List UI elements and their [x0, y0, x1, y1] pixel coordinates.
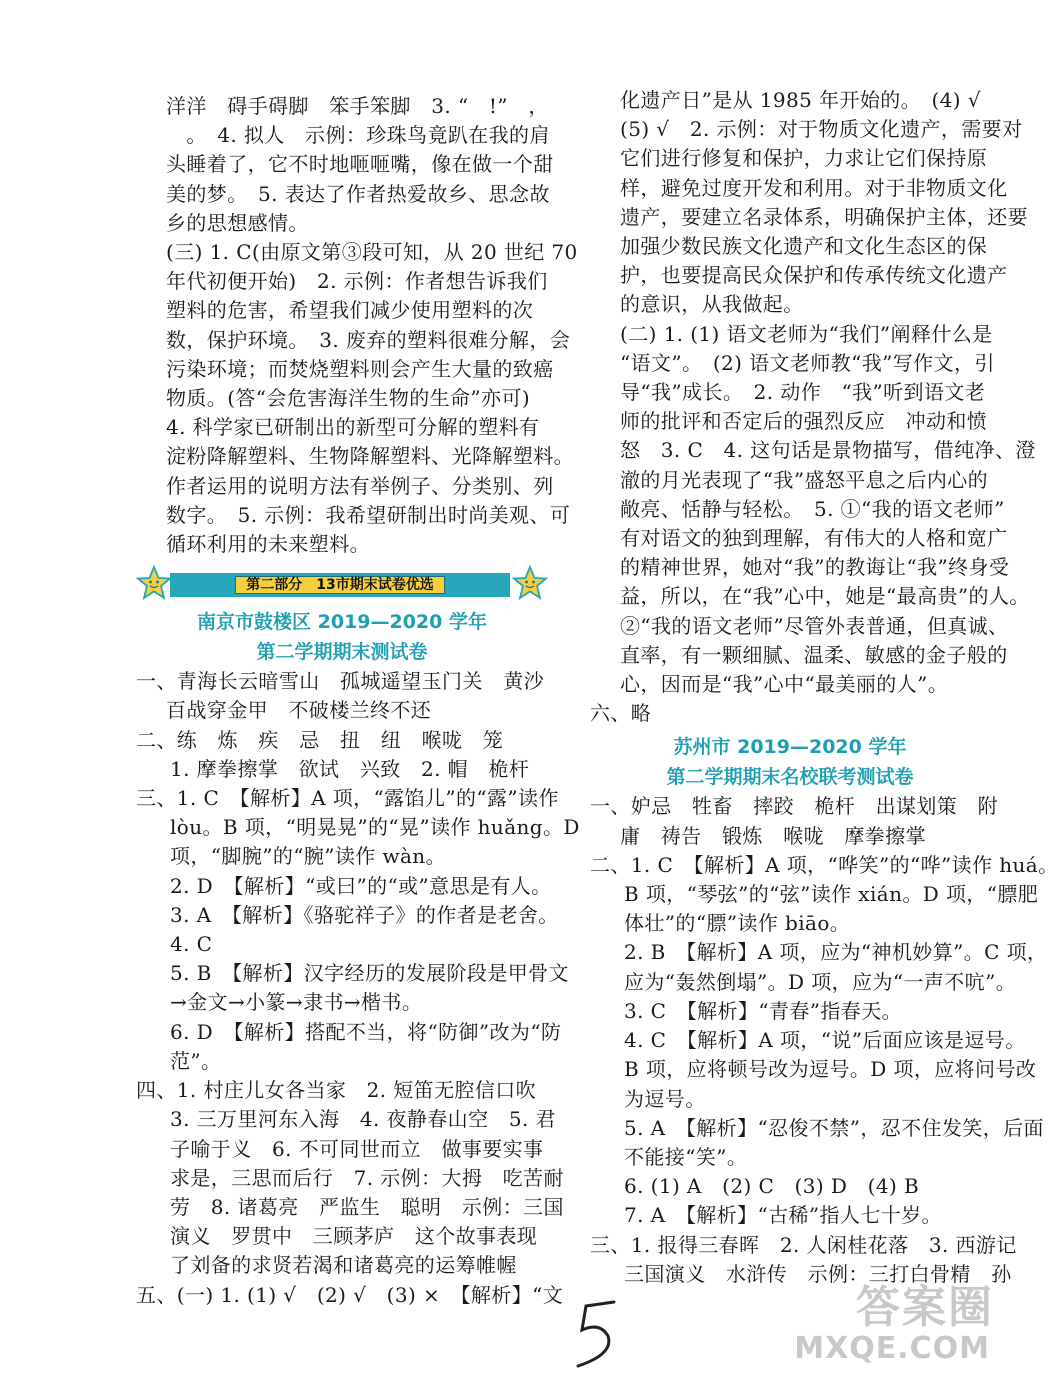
star-icon	[136, 565, 172, 601]
text-line: 乡的思想感情。	[166, 210, 309, 235]
text-line: B 项，“琴弦”的“弦”读作 xián。D 项，“膘肥	[624, 882, 1039, 907]
text-line: 6. (1) A (2) C (3) D (4) B	[624, 1174, 920, 1199]
text-line: 作者运用的说明方法有举例子、分类别、列	[166, 473, 554, 498]
text-line: 洋洋 碍手碍脚 笨手笨脚 3. “ !” ，	[166, 94, 549, 118]
section-subtitle: 第二学期期末名校联考测试卷	[666, 766, 914, 789]
text-line: 子喻于义 6. 不可同世而立 做事要实事	[170, 1136, 544, 1161]
text-line: 5. B 【解析】汉字经历的发展阶段是甲骨文	[170, 961, 569, 986]
text-line: 7. A 【解析】“古稀”指人七十岁。	[624, 1203, 942, 1228]
text-line: 1. 摩拳擦掌 欲试 兴致 2. 帽 桅杆	[170, 756, 530, 781]
left-answers-part1	[136, 92, 578, 559]
text-line: ②“我的语文老师”尽管外表普通，但真诚、	[620, 613, 1009, 638]
text-line: 2. D 【解析】“或曰”的“或”意思是有人。	[170, 873, 552, 898]
text-line: (5) √ 2. 示例：对于物质文化遗产，需要对	[620, 117, 1023, 142]
text-line: 3. A 【解析】《骆驼祥子》的作者是老舍。	[170, 902, 559, 927]
text-line: 6. D 【解析】搭配不当，将“防御”改为“防	[170, 1019, 562, 1044]
text-line: 的精神世界，她对“我”的教诲让“我”终身受	[620, 555, 1010, 580]
text-line: 六、略	[590, 701, 652, 726]
text-line: 师的批评和否定后的强烈反应 冲动和愤	[620, 409, 988, 434]
text-line: 一、妒忌 牲畜 摔跤 桅杆 出谋划策 附	[590, 794, 998, 819]
text-line: (三) 1. C(由原文第③段可知，从 20 世纪 70	[166, 240, 578, 265]
text-line: 求是，三思而后行 7. 示例：大拇 吃苦耐	[170, 1165, 564, 1190]
text-line: “语文”。 (2) 语文老师教“我”写作文，引	[620, 350, 995, 375]
text-line: 样，避免过度开发和利用。对于非物质文化	[620, 175, 1008, 200]
text-line: 不能接“笑”。	[624, 1144, 748, 1169]
watermark-bottom: MXQE.COM	[794, 1331, 990, 1366]
right-answers-part2	[590, 792, 1058, 1288]
banner-label: 第二部分 13市期末试卷优选	[235, 576, 444, 594]
text-line: 百战穿金甲 不破楼兰终不还	[166, 698, 432, 723]
text-line: 澈的月光表现了“我”盛怒平息之后内心的	[620, 467, 989, 492]
section-subtitle: 第二学期期末测试卷	[256, 641, 428, 664]
text-line: 三、1. 报得三春晖 2. 人闲桂花落 3. 西游记	[590, 1232, 1017, 1257]
text-line: 美的梦。 5. 表达了作者热爱故乡、思念故	[166, 181, 550, 206]
page-number-text: 5	[599, 1346, 601, 1347]
text-line: 三、1. C 【解析】A 项，“露馅儿”的“露”读作	[136, 786, 559, 811]
part-banner	[136, 563, 548, 607]
text-line: 三国演义 水浒传 示例：三打白骨精 孙	[624, 1261, 1012, 1286]
text-line: 它们进行修复和保护，力求让它们保持原	[620, 146, 988, 171]
text-line: →金文→小篆→隶书→楷书。	[170, 990, 423, 1015]
text-line: 。 4. 拟人 示例：珍珠鸟竟趴在我的肩	[166, 123, 550, 148]
text-line: 3. C 【解析】“青春”指春天。	[624, 998, 902, 1023]
site-watermark	[794, 1261, 1000, 1381]
text-line: 了刘备的求贤若渴和诸葛亮的运筹帷幄	[170, 1253, 517, 1278]
text-line: 项，“脚腕”的“腕”读作 wàn。	[170, 844, 446, 869]
text-line: 劳 8. 诸葛亮 严监生 聪明 示例：三国	[170, 1194, 564, 1219]
text-line: 应为“轰然倒塌”。D 项，应为“一声不吭”。	[624, 969, 1017, 994]
right-answers-part1	[590, 86, 1036, 728]
text-line: 范”。	[170, 1048, 222, 1073]
text-line: 敞亮、恬静与轻松。 5. ①“我的语文老师”	[620, 496, 1005, 521]
text-line: 年代初便开始) 2. 示例：作者想告诉我们	[166, 269, 548, 294]
text-line: 淀粉降解塑料、生物降解塑料、光降解塑料。	[166, 444, 574, 469]
text-line: 庸 祷告 锻炼 喉咙 摩拳擦掌	[620, 823, 926, 848]
text-line: 物质。(答“会危害海洋生物的生命”亦可)	[166, 386, 531, 411]
watermark-top: 答案圈	[856, 1282, 994, 1333]
text-line: 五、(一) 1. (1) √ (2) √ (3) × 【解析】“文	[136, 1282, 564, 1307]
text-line: 遗产，要建立名录体系，明确保护主体，还要	[620, 204, 1028, 229]
text-line: 加强少数民族文化遗产和文化生态区的保	[620, 234, 988, 259]
text-line: 一、青海长云暗雪山 孤城遥望玉门关 黄沙	[136, 669, 544, 694]
text-line: 5. A 【解析】“忍俊不禁”，忍不住发笑，后面	[624, 1115, 1044, 1140]
text-line: 四、1. 村庄儿女各当家 2. 短笛无腔信口吹	[136, 1078, 537, 1103]
left-answers-part2	[136, 667, 580, 1309]
text-line: 体壮”的“膘”读作 biāo。	[624, 911, 851, 936]
text-line: 二、练 炼 疾 忌 扭 纽 喉咙 笼	[136, 727, 504, 752]
text-line: 污染环境；而焚烧塑料则会产生大量的致癌	[166, 356, 554, 381]
star-icon	[512, 565, 548, 601]
text-line: 导“我”成长。 2. 动作 “我”听到语文老	[620, 380, 986, 405]
right-column	[590, 86, 1058, 1289]
text-line: 头睡着了，它不时地咂咂嘴，像在做一个甜	[166, 152, 554, 177]
text-line: 数字。 5. 示例：我希望研制出时尚美观、可	[166, 502, 571, 527]
text-line: lòu。B 项，“明晃晃”的“晃”读作 huǎng。D	[170, 815, 580, 840]
text-line: 循环利用的未来塑料。	[166, 532, 370, 557]
text-line: 直率，有一颗细腻、温柔、敏感的金子般的	[620, 642, 1008, 667]
text-line: 化遗产日”是从 1985 年开始的。 (4) √	[620, 88, 981, 112]
section-title: 南京市鼓楼区 2019—2020 学年	[197, 611, 487, 634]
text-line: 2. B 【解析】A 项，应为“神机妙算”。C 项，	[624, 940, 1048, 965]
text-line: 为逗号。	[624, 1086, 706, 1111]
text-line: 4. C 【解析】A 项，“说”后面应该是逗号。	[624, 1028, 1026, 1053]
text-line: 的意识，从我做起。	[620, 292, 804, 317]
text-line: 怒 3. C 4. 这句话是景物描写，借纯净、澄	[620, 438, 1036, 463]
section-title: 苏州市 2019—2020 学年	[673, 736, 907, 759]
text-line: 护，也要提高民众保护和传承传统文化遗产	[620, 263, 1008, 288]
text-line: 演义 罗贯中 三顾茅庐 这个故事表现	[170, 1224, 538, 1249]
left-column	[136, 92, 580, 1310]
text-line: 3. 三万里河东入海 4. 夜静春山空 5. 君	[170, 1107, 556, 1132]
banner-bar	[170, 573, 510, 597]
text-line: 数，保护环境。 3. 废弃的塑料很难分解，会	[166, 327, 571, 352]
text-line: 4. C	[170, 932, 213, 957]
text-line: B 项，应将顿号改为逗号。D 项，应将问号改	[624, 1057, 1037, 1082]
text-line: 心，因而是“我”心中“最美丽的人”。	[620, 672, 949, 697]
text-line: 有对语文的独到理解，有伟大的人格和宽广	[620, 526, 1008, 551]
text-line: 4. 科学家已研制出的新型可分解的塑料有	[166, 415, 540, 440]
text-line: 塑料的危害，希望我们减少使用塑料的次	[166, 298, 534, 323]
text-line: 益，所以，在“我”心中，她是“最高贵”的人。	[620, 584, 1030, 609]
text-line: 二、1. C 【解析】A 项，“哗笑”的“哗”读作 huá。	[590, 852, 1058, 877]
text-line: (二) 1. (1) 语文老师为“我们”阐释什么是	[620, 321, 993, 346]
handwritten-page-number	[570, 1296, 630, 1374]
